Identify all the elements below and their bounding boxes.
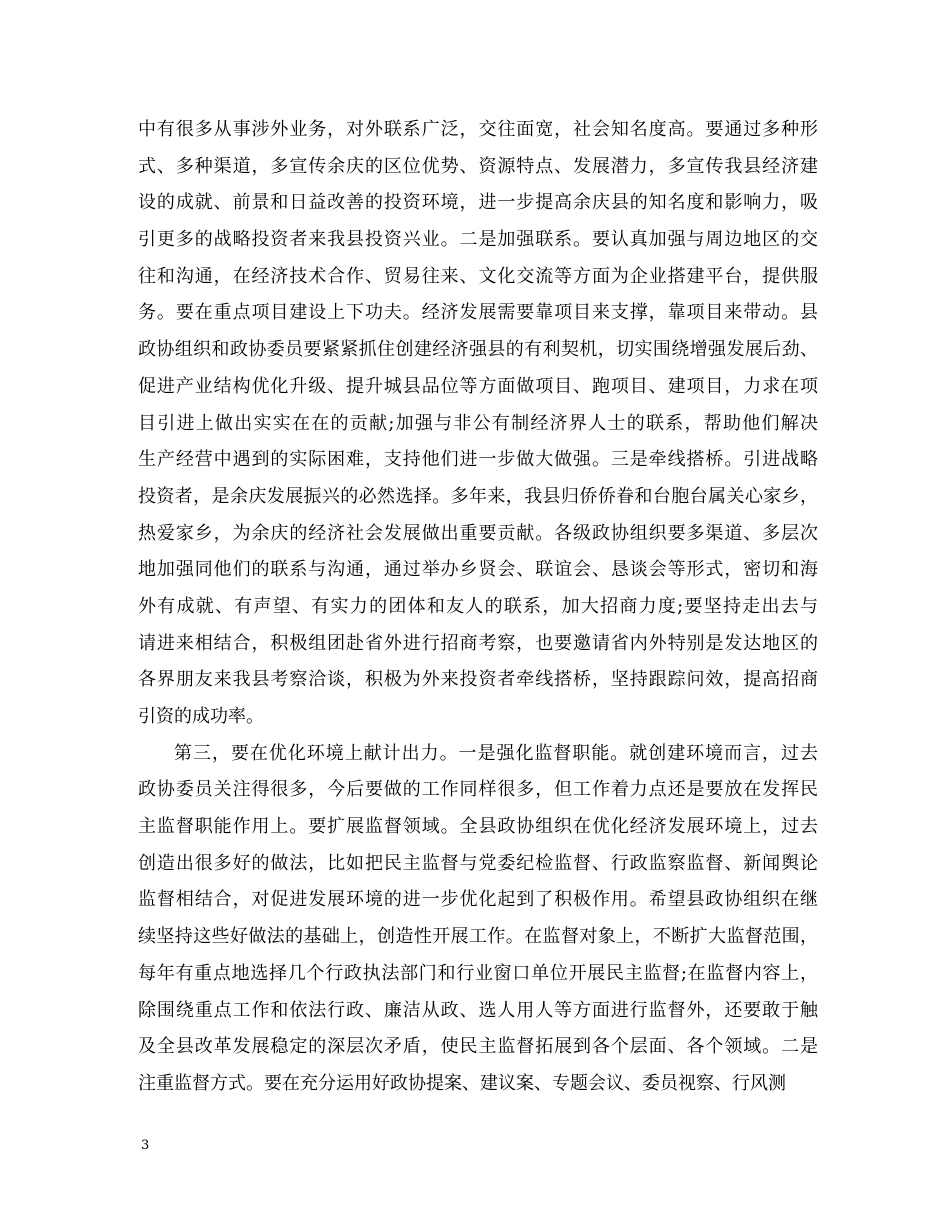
text-line: 主监督职能作用上。要扩展监督领域。全县政协组织在优化经济发展环境上，过去 [138,816,818,838]
text-line: 每年有重点地选择几个行政执法部门和行业窗口单位开展民主监督;在监督内容上， [138,962,818,984]
page-number: 3 [141,1138,150,1153]
text-line: 往和沟通，在经济技术合作、贸易往来、文化交流等方面为企业搭建平台，提供服 [138,265,818,287]
text-line: 政协委员关注得很多，今后要做的工作同样很多，但工作着力点还是要放在发挥民 [138,779,818,801]
text-line: 除围绕重点工作和依法行政、廉洁从政、选人用人等方面进行监督外，还要敢于触 [138,999,818,1021]
paragraph [138,112,818,736]
text-line: 创造出很多好的做法，比如把民主监督与党委纪检监督、行政监察监督、新闻舆论 [138,852,818,874]
text-line: 地加强同他们的联系与沟通，通过举办乡贤会、联谊会、恳谈会等形式，密切和海 [138,559,818,581]
paragraph [138,736,818,1103]
text-line: 各界朋友来我县考察洽谈，积极为外来投资者牵线搭桥，坚持跟踪问效，提高招商 [138,669,818,691]
text-line: 引更多的战略投资者来我县投资兴业。二是加强联系。要认真加强与周边地区的交 [138,229,818,251]
text-line: 引资的成功率。 [138,706,264,727]
text-line: 务。要在重点项目建设上下功夫。经济发展需要靠项目来支撑，靠项目来带动。县 [138,302,818,324]
text-line: 监督相结合，对促进发展环境的进一步优化起到了积极作用。希望县政协组织在继 [138,889,818,911]
text-line: 促进产业结构优化升级、提升城县品位等方面做项目、跑项目、建项目，力求在项 [138,375,818,397]
text-line: 政协组织和政协委员要紧紧抓住创建经济强县的有利契机，切实围绕增强发展后劲、 [138,339,818,361]
text-line: 式、多种渠道，多宣传余庆的区位优势、资源特点、发展潜力，多宣传我县经济建 [138,155,818,177]
text-line: 设的成就、前景和日益改善的投资环境，进一步提高余庆县的知名度和影响力，吸 [138,192,818,214]
text-line: 请进来相结合，积极组团赴省外进行招商考察，也要邀请省内外特别是发达地区的 [138,632,818,654]
text-line: 外有成就、有声望、有实力的团体和友人的联系，加大招商力度;要坚持走出去与 [138,595,818,617]
text-line: 注重监督方式。要在充分运用好政协提案、建议案、专题会议、委员视察、行风测 [138,1072,786,1094]
text-line: 目引进上做出实实在在的贡献;加强与非公有制经济界人士的联系，帮助他们解决 [138,412,818,434]
text-line: 热爱家乡，为余庆的经济社会发展做出重要贡献。各级政协组织要多渠道、多层次 [138,522,818,544]
body-text [138,112,818,1103]
text-line: 第三，要在优化环境上献计出力。一是强化监督职能。就创建环境而言，过去 [174,742,818,764]
text-line: 中有很多从事涉外业务，对外联系广泛，交往面宽，社会知名度高。要通过多种形 [138,119,818,140]
text-line: 及全县改革发展稳定的深层次矛盾，使民主监督拓展到各个层面、各个领域。二是 [138,1036,818,1058]
text-line: 续坚持这些好做法的基础上，创造性开展工作。在监督对象上，不断扩大监督范围， [138,926,818,948]
text-line: 投资者，是余庆发展振兴的必然选择。多年来，我县归侨侨眷和台胞台属关心家乡， [138,485,818,507]
text-line: 生产经营中遇到的实际困难，支持他们进一步做大做强。三是牵线搭桥。引进战略 [138,449,818,471]
